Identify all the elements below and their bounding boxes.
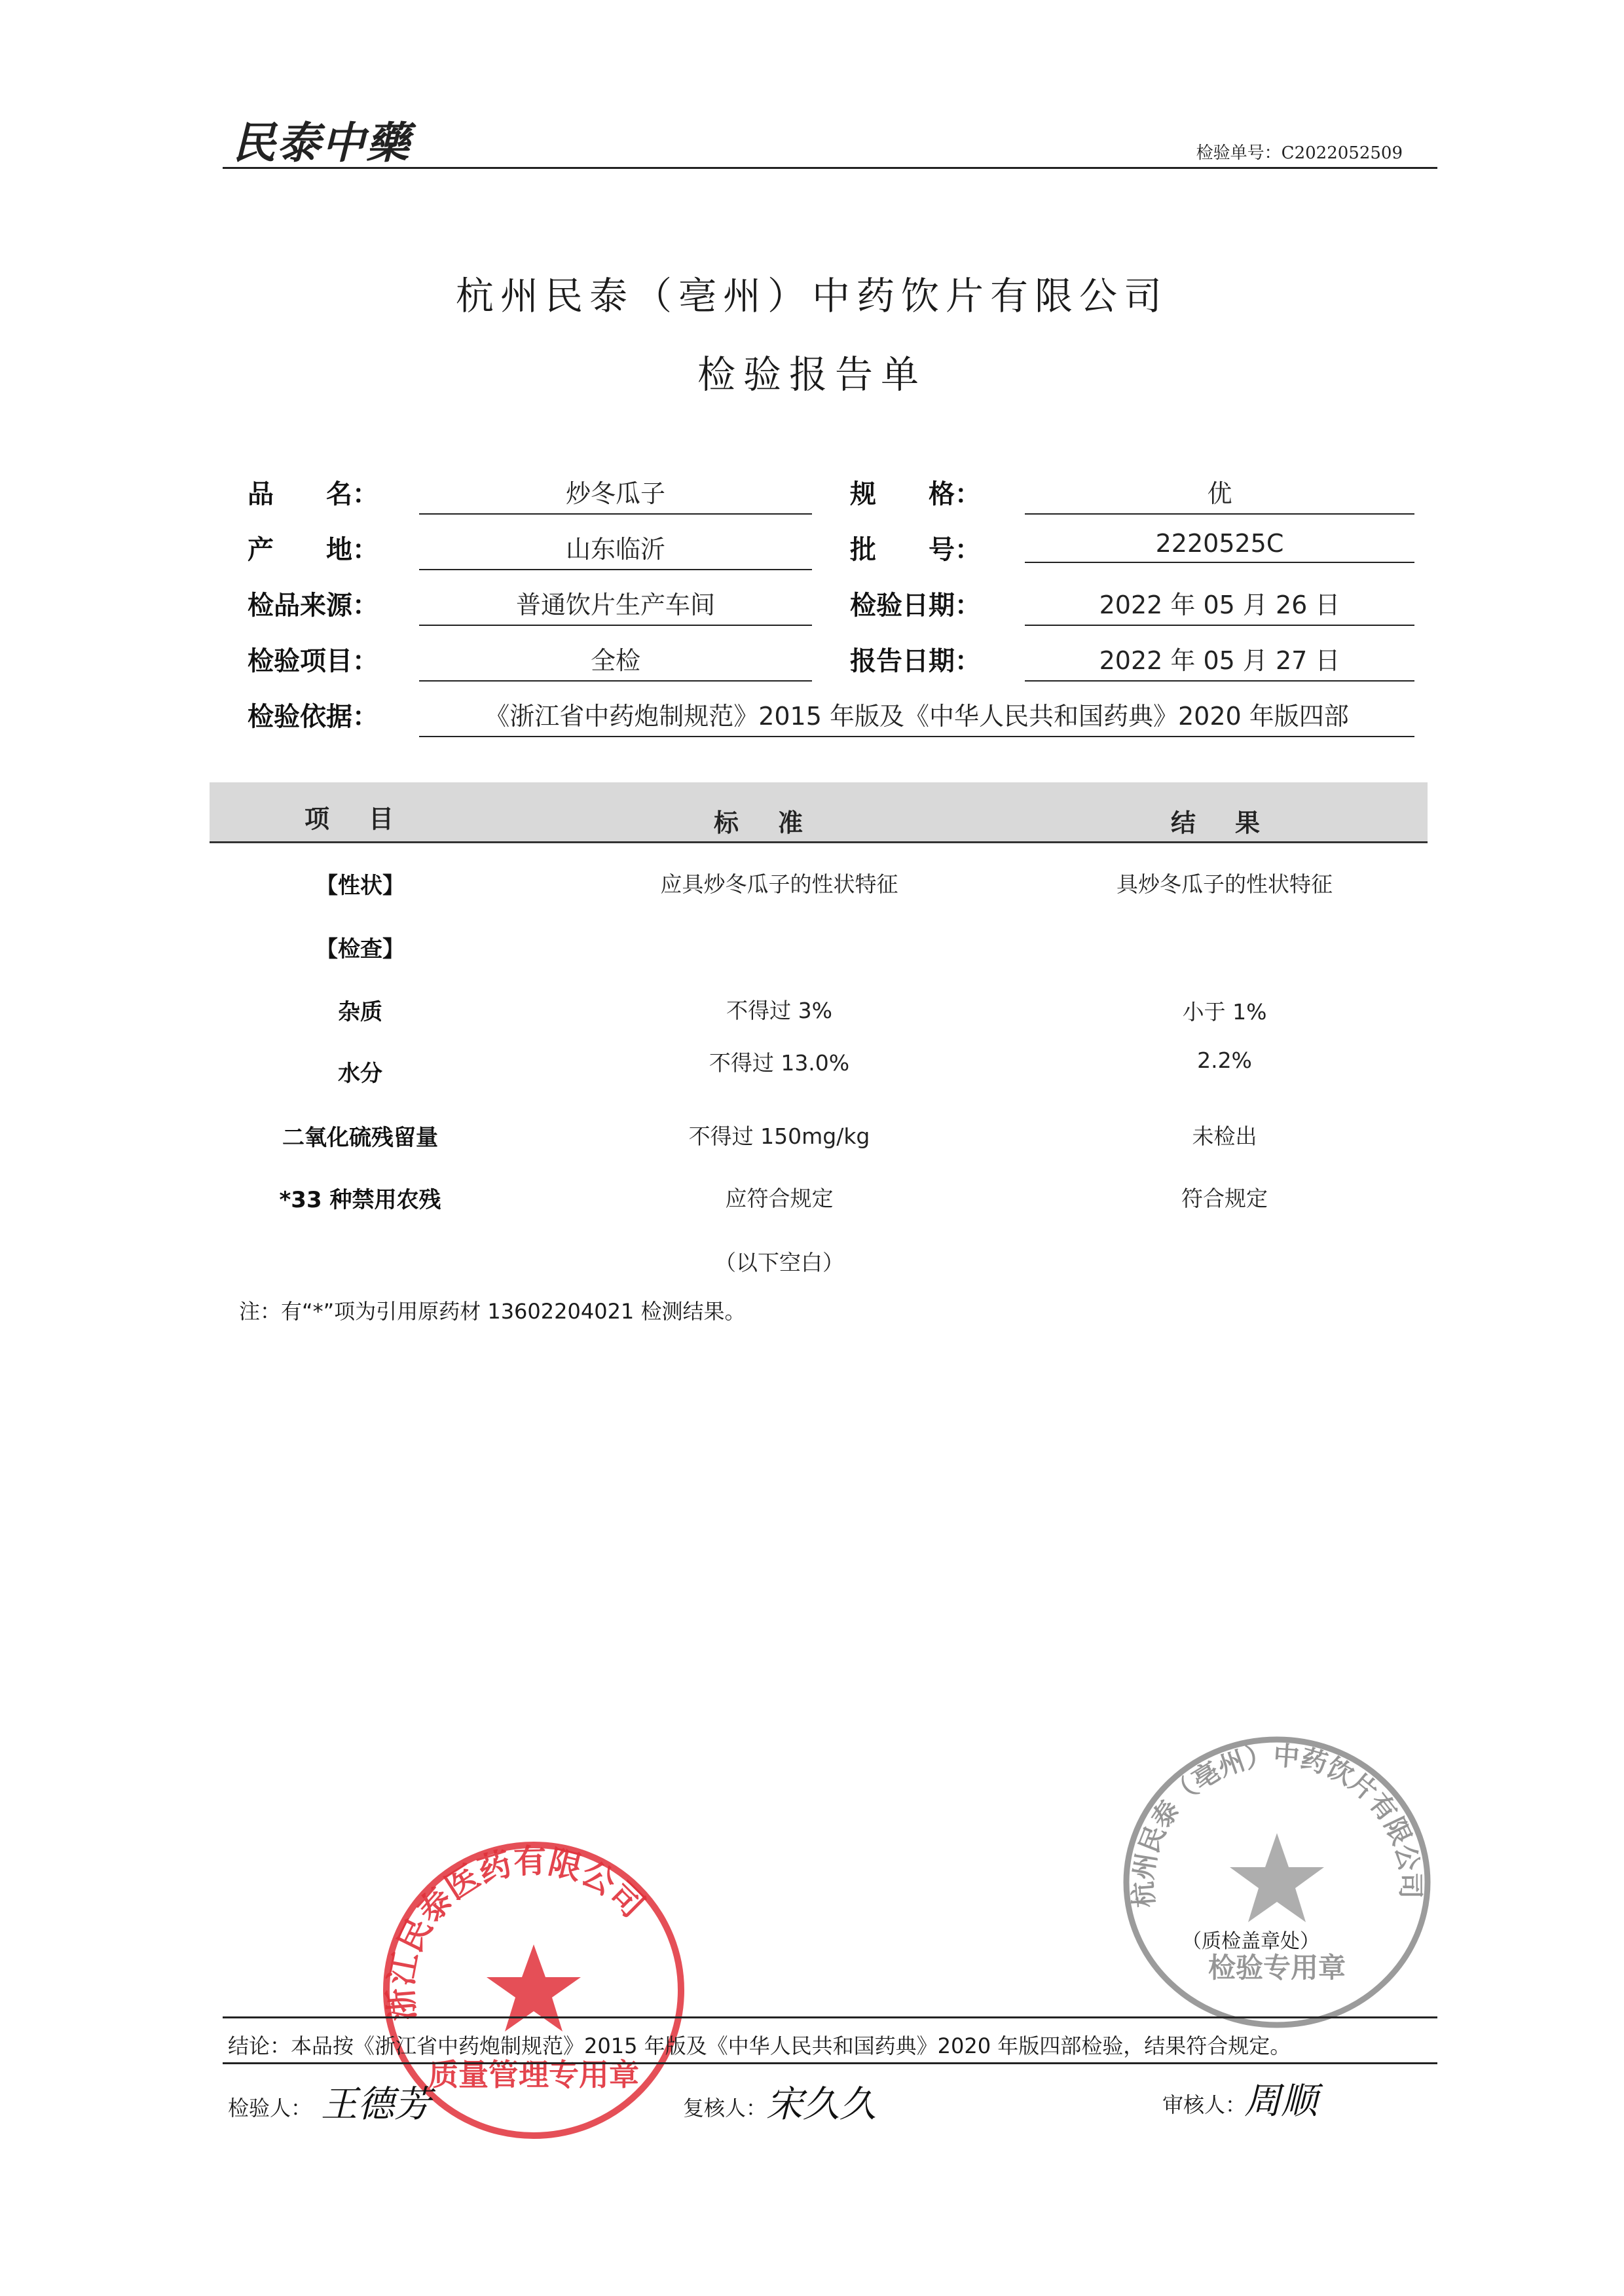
source-value: 普通饮片生产车间 bbox=[419, 585, 812, 626]
red-stamp-center-text: 质量管理专用章 bbox=[428, 2057, 639, 2092]
basis-value: 《浙江省中药炮制规范》2015 年版及《中华人民共和国药典》2020 年版四部 bbox=[419, 696, 1414, 737]
approver-signature: 周顺 bbox=[1244, 2080, 1318, 2123]
header-result: 结果 bbox=[1171, 809, 1300, 837]
row-result: 小于 1% bbox=[1182, 999, 1267, 1025]
approver-label: 审核人： bbox=[1162, 2092, 1247, 2117]
row-item: 杂质 bbox=[338, 999, 382, 1025]
company-logo: 民泰中藥 bbox=[232, 117, 411, 168]
inspector-label: 检验人： bbox=[228, 2096, 312, 2121]
company-title: 杭州民泰（亳州）中药饮片有限公司 bbox=[455, 274, 1168, 318]
conclusion: 结论：本品按《浙江省中药炮制规范》2015 年版及《中华人民共和国药典》2020 年版四部检验，结果符合规定。 bbox=[228, 2033, 1291, 2058]
origin-value: 山东临沂 bbox=[419, 529, 812, 570]
spec-value: 优 bbox=[1025, 473, 1414, 515]
document-number: 检验单号：C2022052509 bbox=[1196, 143, 1403, 163]
reviewer-label: 复核人： bbox=[683, 2096, 767, 2121]
test-date-value: 2022 年 05 月 26 日 bbox=[1025, 585, 1414, 626]
gray-stamp-center-text: 检验专用章 bbox=[1208, 1952, 1346, 1984]
product-value: 炒冬瓜子 bbox=[419, 473, 812, 515]
spec-label: 规 格： bbox=[850, 479, 981, 509]
row-standard: 不得过 150mg/kg bbox=[688, 1123, 870, 1149]
row-item: 【性状】 bbox=[316, 873, 405, 899]
row-standard: 应符合规定 bbox=[725, 1186, 834, 1211]
row-standard: 应具炒冬瓜子的性状特征 bbox=[660, 871, 898, 897]
batch-label: 批 号： bbox=[850, 535, 981, 565]
conclusion-top-line bbox=[223, 2016, 1437, 2018]
row-standard: 不得过 13.0% bbox=[709, 1050, 850, 1076]
blank-below-note: （以下空白） bbox=[714, 1250, 844, 1275]
red-stamp-arc-text: 浙江民泰医药有限公司 bbox=[381, 1842, 652, 2022]
basis-label: 检验依据： bbox=[248, 702, 378, 732]
report-date-value: 2022 年 05 月 27 日 bbox=[1025, 640, 1414, 682]
origin-label: 产 地： bbox=[248, 535, 378, 565]
row-item: 水分 bbox=[338, 1061, 382, 1087]
report-title: 检验报告单 bbox=[697, 352, 927, 397]
report-date-label: 报告日期： bbox=[850, 646, 981, 676]
items-value: 全检 bbox=[419, 640, 812, 682]
items-label: 检验项目： bbox=[248, 646, 378, 676]
row-item: 【检查】 bbox=[316, 936, 405, 962]
row-result: 符合规定 bbox=[1181, 1186, 1268, 1211]
seal-place-label: （质检盖章处） bbox=[1182, 1930, 1320, 1953]
conclusion-bottom-line bbox=[223, 2062, 1437, 2064]
inspector-signature: 王德芳 bbox=[321, 2083, 431, 2126]
footnote: 注：有“*”项为引用原药材 13602204021 检测结果。 bbox=[239, 1299, 746, 1324]
batch-value: 2220525C bbox=[1025, 529, 1414, 563]
row-item: *33 种禁用农残 bbox=[279, 1187, 441, 1213]
row-result: 具炒冬瓜子的性状特征 bbox=[1116, 871, 1333, 897]
header-divider bbox=[223, 167, 1437, 169]
gray-stamp-arc-text: 杭州民泰（亳州）中药饮片有限公司 bbox=[1128, 1740, 1426, 1909]
row-standard: 不得过 3% bbox=[726, 998, 832, 1023]
qc-seal-stamp bbox=[1113, 1728, 1441, 2036]
reviewer-signature: 宋久久 bbox=[766, 2083, 876, 2126]
row-result: 2.2% bbox=[1197, 1048, 1252, 1073]
header-item: 项目 bbox=[304, 805, 434, 833]
header-standard: 标准 bbox=[714, 809, 843, 837]
source-label: 检品来源： bbox=[248, 591, 378, 621]
row-result: 未检出 bbox=[1192, 1123, 1257, 1149]
test-date-label: 检验日期： bbox=[850, 591, 981, 621]
product-label: 品 名： bbox=[248, 479, 378, 509]
row-item: 二氧化硫残留量 bbox=[282, 1125, 438, 1151]
